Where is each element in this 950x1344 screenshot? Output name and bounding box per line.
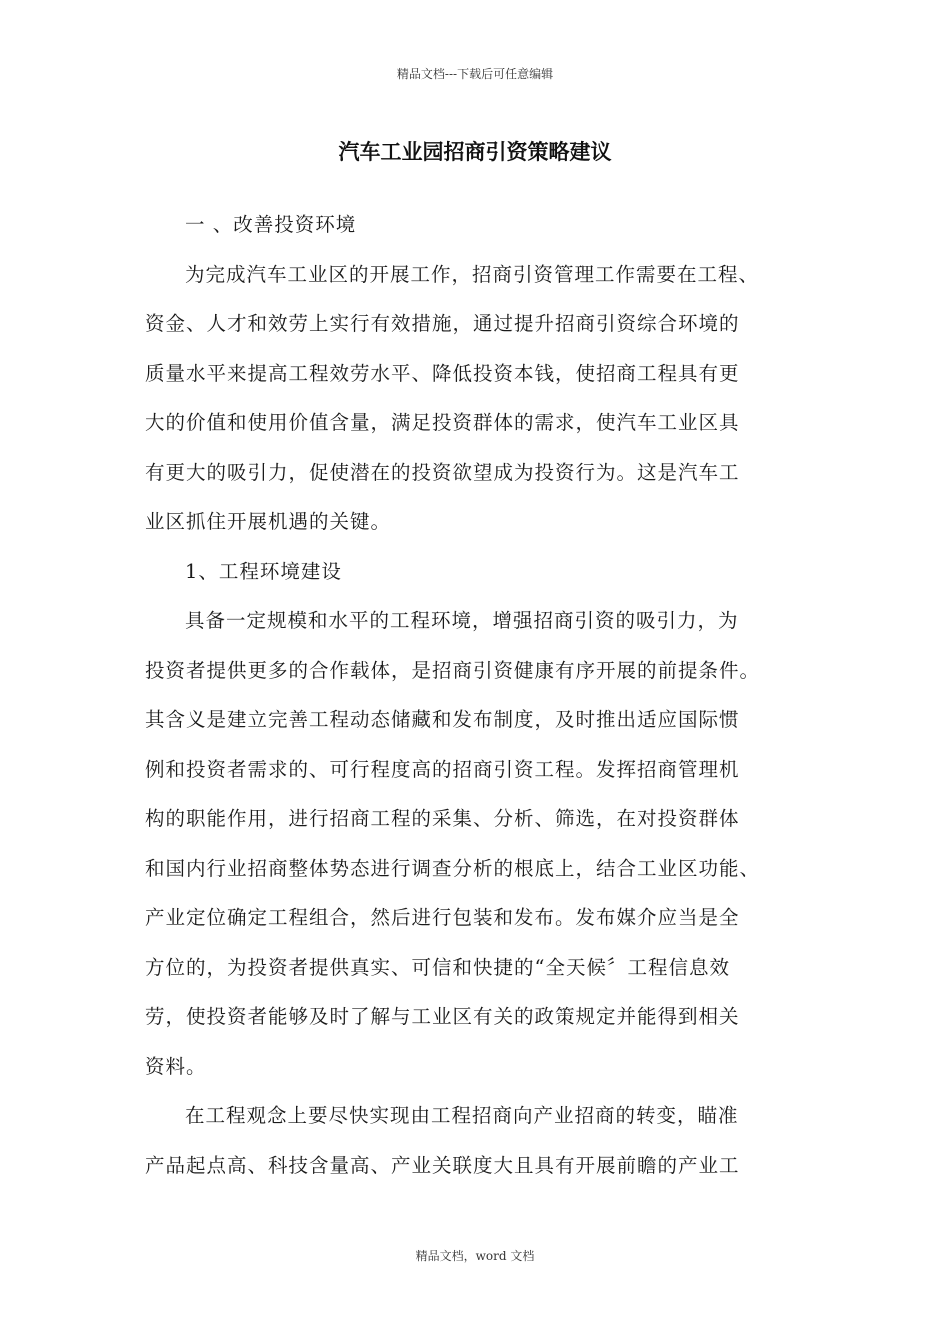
paragraph-line: 大的价值和使用价值含量，满足投资群体的需求，使汽车工业区具 [145,411,740,434]
paragraph-line: 具备一定规模和水平的工程环境，增强招商引资的吸引力，为 [185,609,739,632]
document-title: 汽车工业园招商引资策略建议 [338,139,612,164]
paragraph-line: 资料。 [145,1054,207,1078]
paragraph-line: 和国内行业招商整体势态进行调查分析的根底上，结合工业区功能、 [145,856,761,880]
paragraph-line: 在工程观念上要尽快实现由工程招商向产业招商的转变，瞄准 [185,1104,739,1127]
section-heading: 一 、改善投资环境 [185,213,357,236]
paragraph-line: 方位的，为投资者提供真实、可信和快捷的“全天候〞工程信息效 [145,955,730,979]
paragraph-line: 劳，使投资者能够及时了解与工业区有关的政策规定并能得到相关 [145,1005,740,1028]
paragraph-line: 有更大的吸引力，促使潜在的投资欲望成为投资行为。这是汽车工 [145,460,740,484]
paragraph-line: 为完成汽车工业区的开展工作，招商引资管理工作需要在工程、 [185,262,760,286]
paragraph-line: 资金、人才和效劳上实行有效措施，通过提升招商引资综合环境的 [145,312,740,335]
paragraph-line: 例和投资者需求的、可行程度高的招商引资工程。发挥招商管理机 [145,757,740,781]
header-note: 精品文档---下载后可任意编辑 [396,67,554,81]
paragraph-line: 产业定位确定工程组合，然后进行包装和发布。发布媒介应当是全 [145,906,740,929]
document-body [145,200,805,1190]
paragraph-line: 投资者提供更多的合作载体，是招商引资健康有序开展的前提条件。 [145,658,761,682]
paragraph-line: 质量水平来提高工程效劳水平、降低投资本钱，使招商工程具有更 [145,361,740,385]
paragraph-line: 产品起点高、科技含量高、产业关联度大且具有开展前瞻的产业工 [145,1153,740,1177]
footer-note: 精品文档，word 文档 [415,1249,535,1263]
paragraph-line: 业区抓住开展机遇的关键。 [145,510,392,533]
paragraph-line: 其含义是建立完善工程动态储藏和发布制度，及时推出适应国际惯 [145,708,740,731]
subsection-heading: 1、工程环境建设 [185,559,342,583]
paragraph-line: 构的职能作用，进行招商工程的采集、分析、筛选，在对投资群体 [145,807,740,830]
